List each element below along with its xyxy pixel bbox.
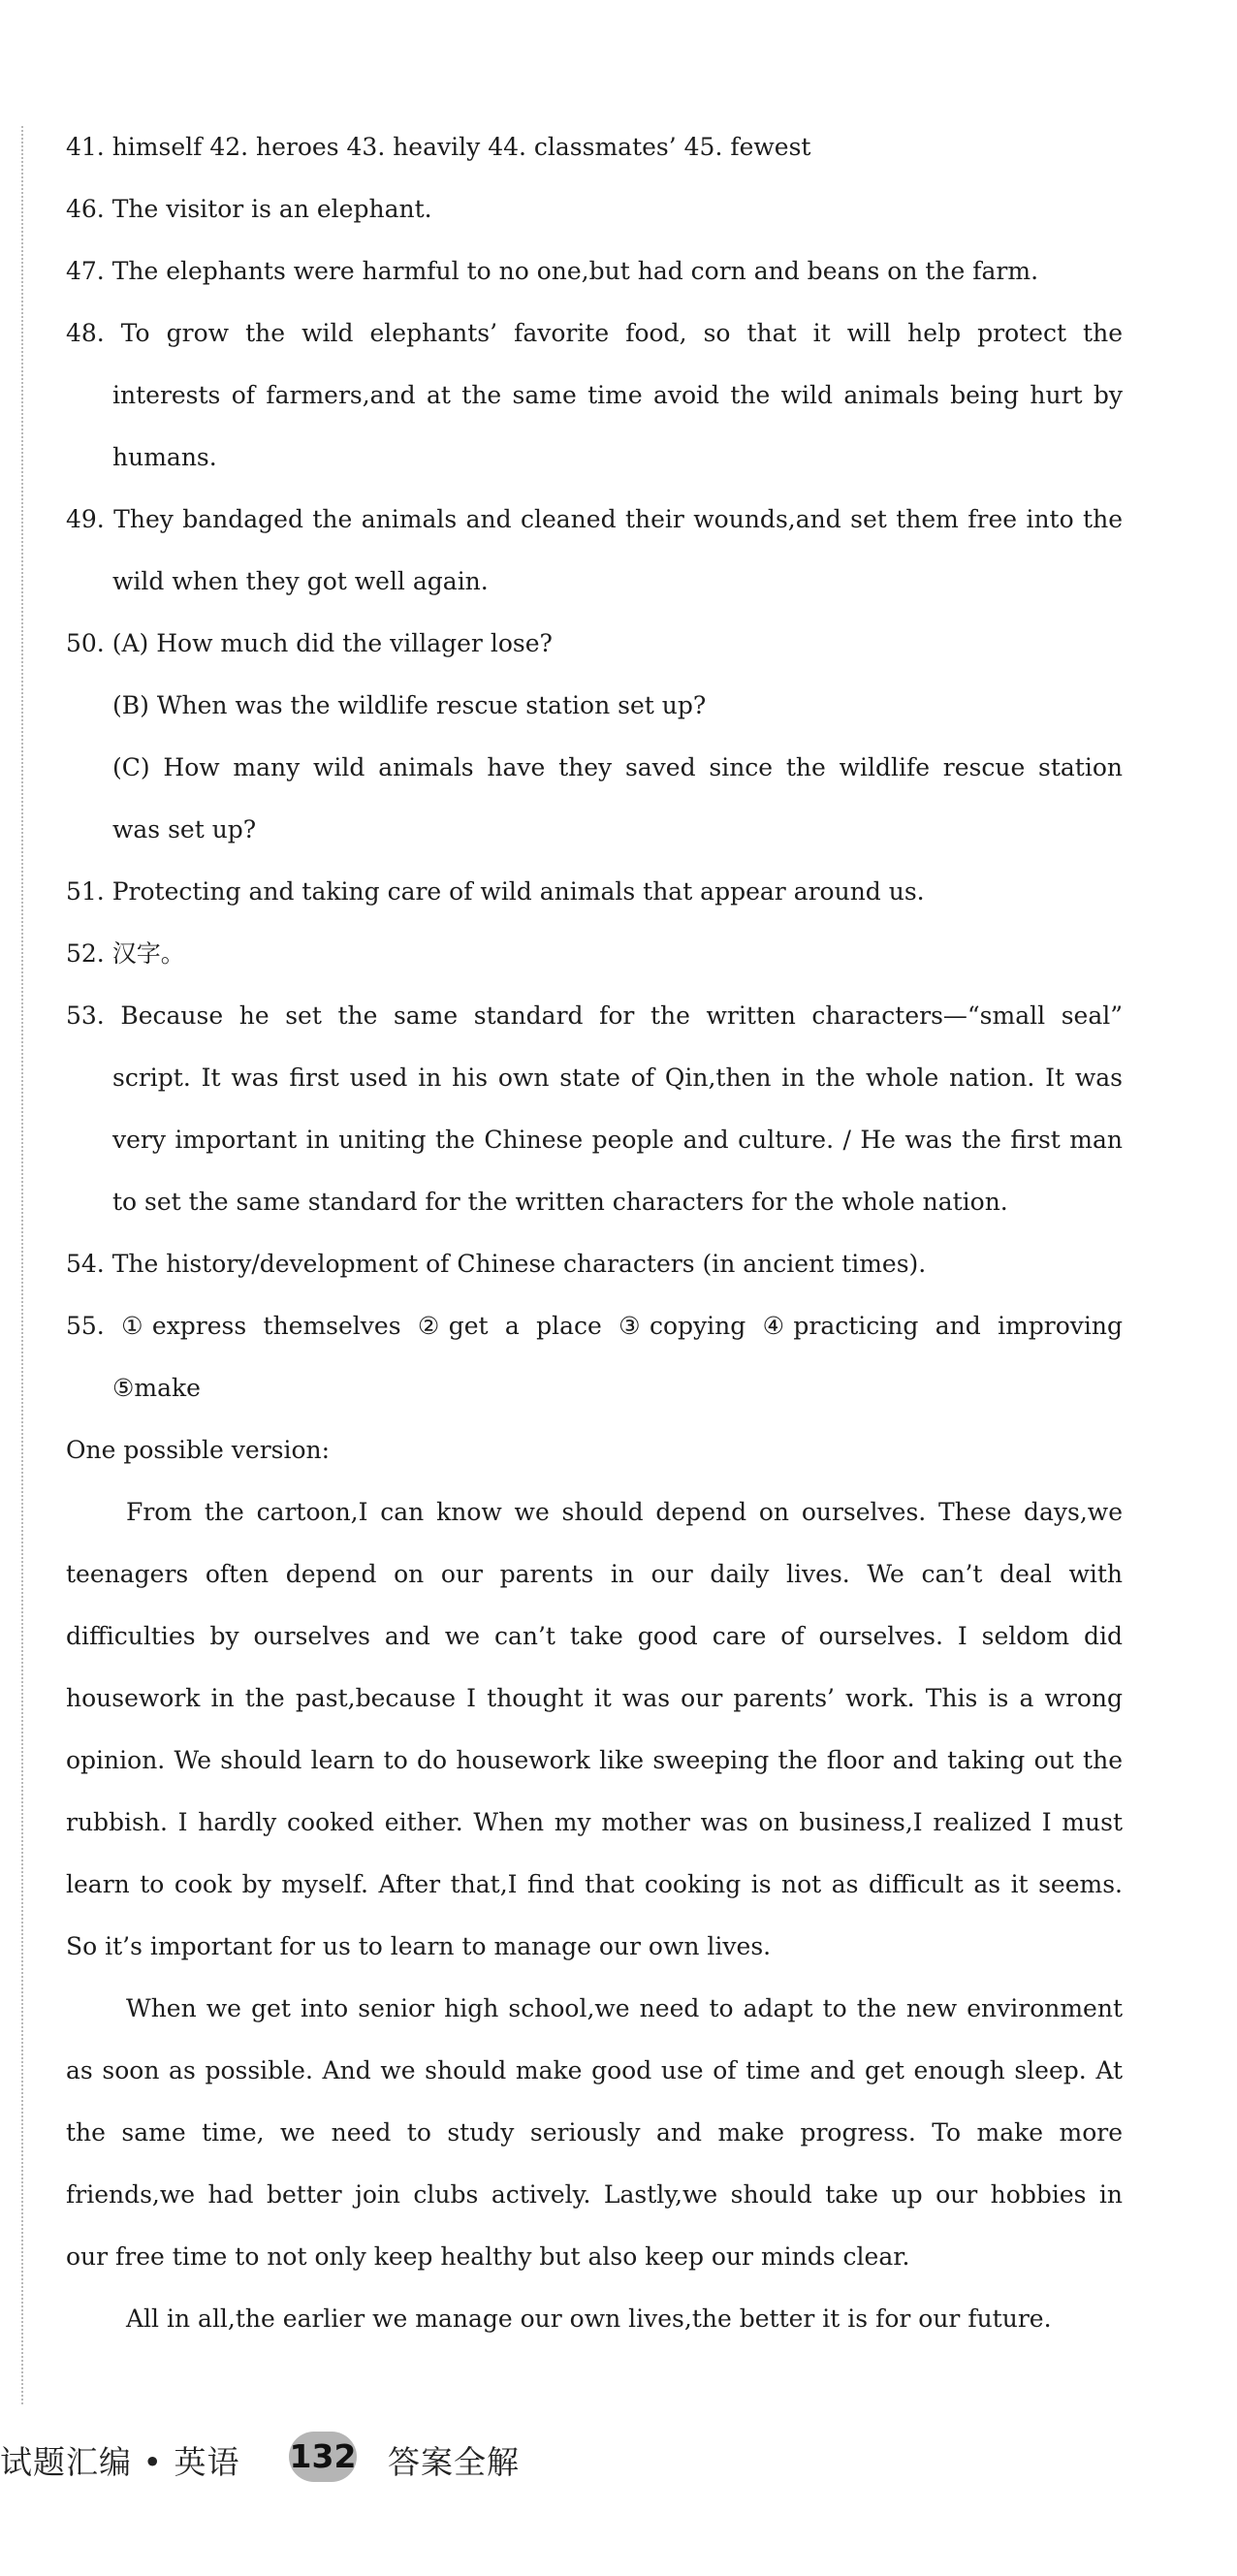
essay-p1-line-4: housework in the past,because I thought it was our parents’ work. This is a wrong xyxy=(66,1684,1123,1712)
answer-48-line-3: humans. xyxy=(112,443,217,471)
answer-54: 54. The history/development of Chinese characters (in ancient times). xyxy=(66,1250,927,1278)
essay-p2-line-1: When we get into senior high school,we need to adapt to the new environment xyxy=(126,1994,1123,2022)
answer-53-line-1: 53. Because he set the same standard for the written characters—“small seal” xyxy=(66,1002,1123,1030)
page-number-badge: 132 xyxy=(289,2432,357,2482)
essay-p2-line-4: friends,we had better join clubs actively. Lastly,we should take up our hobbies in xyxy=(66,2180,1123,2209)
page-footer xyxy=(0,2424,1237,2492)
answer-55-line-2: ⑤make xyxy=(112,1374,201,1402)
essay-p1-line-8: So it’s important for us to learn to manage our own lives. xyxy=(66,1932,772,1960)
answer-48-line-2: interests of farmers,and at the same time avoid the wild animals being hurt by xyxy=(112,381,1123,409)
essay-p2-line-3: the same time, we need to study seriously and make progress. To make more xyxy=(66,2118,1123,2147)
essay-p2-line-5: our free time to not only keep healthy but also keep our minds clear. xyxy=(66,2242,910,2271)
answer-49-line-2: wild when they got well again. xyxy=(112,567,489,595)
margin-dotted-rule xyxy=(21,126,23,2404)
footer-book-title: 试题汇编 • 英语 xyxy=(0,2443,240,2481)
essay-p3: All in all,the earlier we manage our own lives,the better it is for our future. xyxy=(126,2305,1052,2333)
answer-53-line-3: very important in uniting the Chinese people and culture. / He was the first man xyxy=(112,1126,1123,1154)
answer-41-45: 41. himself 42. heroes 43. heavily 44. classmates’ 45. fewest xyxy=(66,133,811,161)
answer-48-line-1: 48. To grow the wild elephants’ favorite food, so that it will help protect the xyxy=(66,319,1123,347)
essay-p1-line-7: learn to cook by myself. After that,I find that cooking is not as difficult as it seems. xyxy=(66,1870,1123,1898)
answer-50-c-line-2: was set up? xyxy=(112,815,257,843)
answer-50-a: 50. (A) How much did the villager lose? xyxy=(66,629,553,657)
essay-p1-line-6: rubbish. I hardly cooked either. When my mother was on business,I realized I must xyxy=(66,1808,1123,1836)
answer-52: 52. 汉字。 xyxy=(66,939,185,968)
answer-46: 46. The visitor is an elephant. xyxy=(66,195,432,223)
answer-51: 51. Protecting and taking care of wild animals that appear around us. xyxy=(66,877,925,906)
essay-intro: One possible version: xyxy=(66,1436,331,1464)
essay-p2-line-2: as soon as possible. And we should make good use of time and get enough sleep. At xyxy=(66,2056,1123,2084)
answer-47: 47. The elephants were harmful to no one,but had corn and beans on the farm. xyxy=(66,257,1039,285)
answer-53-line-2: script. It was first used in his own state of Qin,then in the whole nation. It was xyxy=(112,1064,1123,1092)
essay-p1-line-1: From the cartoon,I can know we should depend on ourselves. These days,we xyxy=(126,1498,1123,1526)
answer-49-line-1: 49. They bandaged the animals and cleaned their wounds,and set them free into the xyxy=(66,505,1123,533)
essay-p1-line-5: opinion. We should learn to do housework like sweeping the floor and taking out the xyxy=(66,1746,1123,1774)
essay-p1-line-2: teenagers often depend on our parents in our daily lives. We can’t deal with xyxy=(66,1560,1123,1588)
answer-53-line-4: to set the same standard for the written characters for the whole nation. xyxy=(112,1188,1008,1216)
essay-p1-line-3: difficulties by ourselves and we can’t take good care of ourselves. I seldom did xyxy=(66,1622,1123,1650)
footer-subtitle: 答案全解 xyxy=(388,2443,520,2481)
answer-50-b: (B) When was the wildlife rescue station set up? xyxy=(112,691,707,719)
answer-55-line-1: 55. ①express themselves ②get a place ③copying ④practicing and improving xyxy=(66,1312,1123,1340)
answer-50-c-line-1: (C) How many wild animals have they saved since the wildlife rescue station xyxy=(112,753,1123,781)
